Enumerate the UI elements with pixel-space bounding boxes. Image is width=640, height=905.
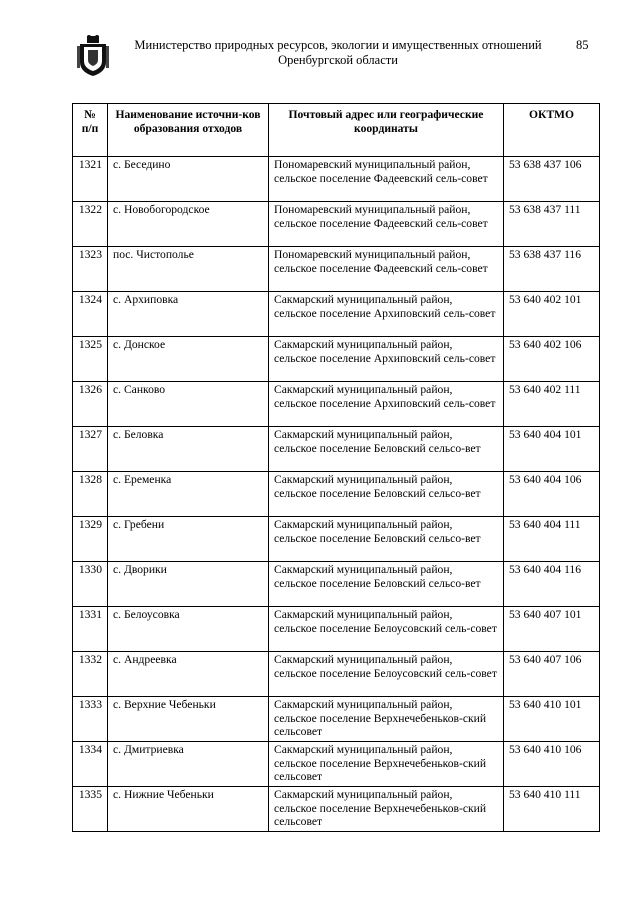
cell-name: с. Верхние Чебеньки xyxy=(108,697,269,742)
cell-oktmo: 53 638 437 111 xyxy=(504,202,600,247)
cell-address: Пономаревский муниципальный район, сельское поселение Фадеевский сель-совет xyxy=(269,157,504,202)
cell-num: 1328 xyxy=(73,472,108,517)
cell-name: с. Нижние Чебеньки xyxy=(108,787,269,832)
table-row xyxy=(73,787,600,832)
cell-name: с. Беседино xyxy=(108,157,269,202)
table-row xyxy=(73,202,600,247)
cell-num: 1332 xyxy=(73,652,108,697)
table-row xyxy=(73,472,600,517)
cell-oktmo: 53 640 407 106 xyxy=(504,652,600,697)
cell-name: с. Архиповка xyxy=(108,292,269,337)
table-row xyxy=(73,517,600,562)
cell-num: 1323 xyxy=(73,247,108,292)
page-number: 85 xyxy=(576,38,589,52)
cell-address: Пономаревский муниципальный район, сельское поселение Фадеевский сель-совет xyxy=(269,202,504,247)
table-row xyxy=(73,292,600,337)
table-header-row xyxy=(73,104,600,157)
cell-address: Сакмарский муниципальный район, сельское поселение Белоусовский сель-совет xyxy=(269,607,504,652)
cell-oktmo: 53 640 402 111 xyxy=(504,382,600,427)
waste-sources-table xyxy=(72,103,600,832)
column-header-name: Наименование источни-ков образования отходов xyxy=(108,104,269,157)
cell-name: с. Донское xyxy=(108,337,269,382)
column-header-address: Почтовый адрес или географические координаты xyxy=(269,104,504,157)
cell-name: с. Дворики xyxy=(108,562,269,607)
cell-name: с. Беловка xyxy=(108,427,269,472)
cell-address: Сакмарский муниципальный район, сельское поселение Верхнечебеньков-ский сельсовет xyxy=(269,742,504,787)
cell-oktmo: 53 640 404 106 xyxy=(504,472,600,517)
cell-oktmo: 53 640 410 111 xyxy=(504,787,600,832)
cell-num: 1329 xyxy=(73,517,108,562)
cell-address: Сакмарский муниципальный район, сельское поселение Архиповский сель-совет xyxy=(269,292,504,337)
cell-oktmo: 53 640 404 116 xyxy=(504,562,600,607)
ministry-title xyxy=(120,38,556,68)
cell-name: с. Белоусовка xyxy=(108,607,269,652)
cell-name: с. Санково xyxy=(108,382,269,427)
cell-oktmo: 53 640 410 106 xyxy=(504,742,600,787)
cell-name: с. Еременка xyxy=(108,472,269,517)
cell-address: Сакмарский муниципальный район, сельское поселение Беловский сельсо-вет xyxy=(269,472,504,517)
cell-address: Сакмарский муниципальный район, сельское поселение Беловский сельсо-вет xyxy=(269,517,504,562)
cell-address: Сакмарский муниципальный район, сельское поселение Архиповский сель-совет xyxy=(269,382,504,427)
cell-name: с. Дмитриевка xyxy=(108,742,269,787)
table-row xyxy=(73,697,600,742)
cell-name: пос. Чистополье xyxy=(108,247,269,292)
table-row xyxy=(73,652,600,697)
cell-oktmo: 53 640 404 111 xyxy=(504,517,600,562)
table-row xyxy=(73,337,600,382)
cell-name: с. Андреевка xyxy=(108,652,269,697)
column-header-oktmo: ОКТМО xyxy=(504,104,600,157)
cell-num: 1327 xyxy=(73,427,108,472)
cell-num: 1322 xyxy=(73,202,108,247)
cell-oktmo: 53 638 437 116 xyxy=(504,247,600,292)
table-row xyxy=(73,427,600,472)
cell-num: 1326 xyxy=(73,382,108,427)
ministry-title-line1: Министерство природных ресурсов, экологии и имущественных отношений xyxy=(134,38,542,52)
cell-oktmo: 53 640 402 101 xyxy=(504,292,600,337)
table-row xyxy=(73,742,600,787)
cell-num: 1324 xyxy=(73,292,108,337)
table-row xyxy=(73,157,600,202)
cell-address: Сакмарский муниципальный район, сельское поселение Беловский сельсо-вет xyxy=(269,562,504,607)
cell-address: Сакмарский муниципальный район, сельское поселение Архиповский сель-совет xyxy=(269,337,504,382)
cell-address: Сакмарский муниципальный район, сельское поселение Белоусовский сель-совет xyxy=(269,652,504,697)
table-row xyxy=(73,607,600,652)
cell-address: Сакмарский муниципальный район, сельское поселение Беловский сельсо-вет xyxy=(269,427,504,472)
cell-num: 1321 xyxy=(73,157,108,202)
cell-num: 1333 xyxy=(73,697,108,742)
cell-name: с. Гребени xyxy=(108,517,269,562)
column-header-num: № п/п xyxy=(73,104,108,157)
cell-oktmo: 53 640 407 101 xyxy=(504,607,600,652)
cell-address: Сакмарский муниципальный район, сельское поселение Верхнечебеньков-ский сельсовет xyxy=(269,787,504,832)
cell-oktmo: 53 640 410 101 xyxy=(504,697,600,742)
coat-of-arms-icon xyxy=(76,34,110,78)
cell-name: с. Новобогородское xyxy=(108,202,269,247)
cell-oktmo: 53 640 402 106 xyxy=(504,337,600,382)
cell-num: 1334 xyxy=(73,742,108,787)
cell-address: Пономаревский муниципальный район, сельское поселение Фадеевский сель-совет xyxy=(269,247,504,292)
table-row xyxy=(73,562,600,607)
ministry-title-line2: Оренбургской области xyxy=(278,53,398,67)
cell-num: 1325 xyxy=(73,337,108,382)
table-row xyxy=(73,247,600,292)
cell-num: 1330 xyxy=(73,562,108,607)
table-row xyxy=(73,382,600,427)
cell-address: Сакмарский муниципальный район, сельское поселение Верхнечебеньков-ский сельсовет xyxy=(269,697,504,742)
cell-num: 1331 xyxy=(73,607,108,652)
page-header xyxy=(0,34,640,84)
cell-oktmo: 53 640 404 101 xyxy=(504,427,600,472)
cell-num: 1335 xyxy=(73,787,108,832)
cell-oktmo: 53 638 437 106 xyxy=(504,157,600,202)
